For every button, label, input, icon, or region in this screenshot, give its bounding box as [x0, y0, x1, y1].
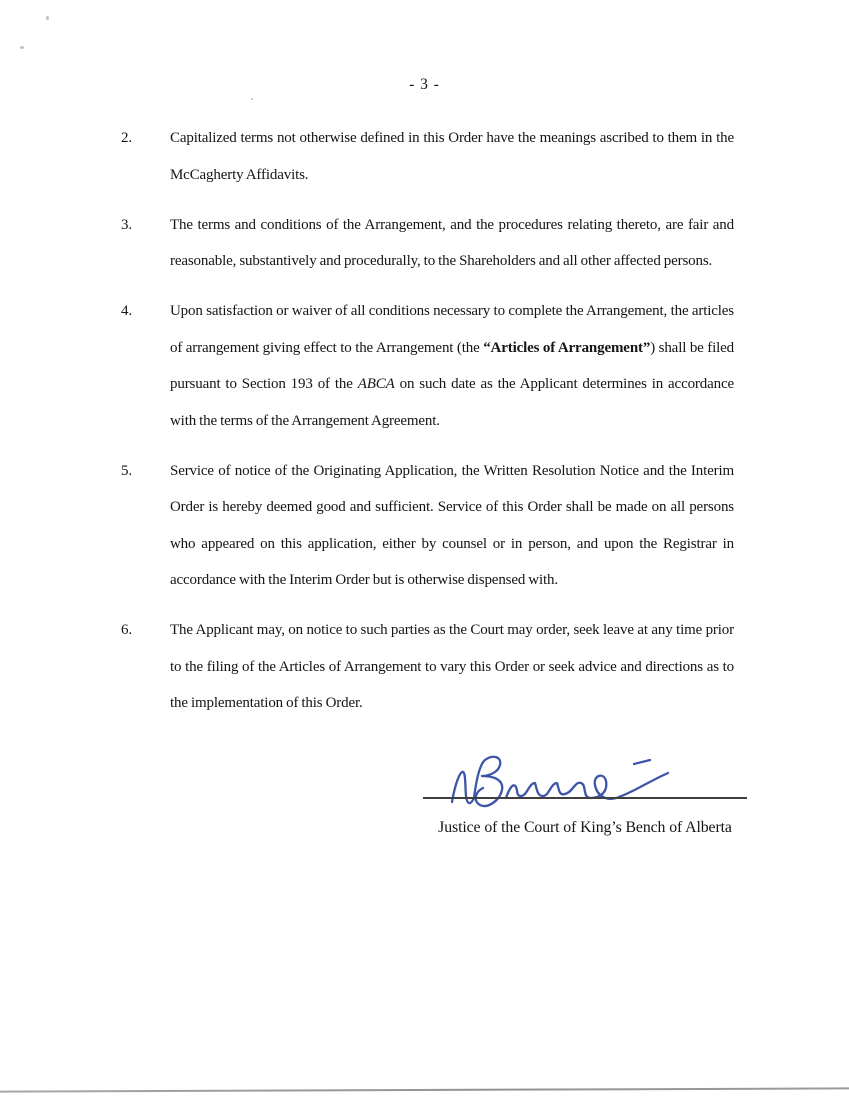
paragraph-text: The terms and conditions of the Arrangement, and the procedures relating thereto, are fair and reasonable, substantively and procedurally, to the Shareholders and all other affected persons. — [170, 216, 734, 269]
scan-edge-line — [0, 1087, 849, 1092]
scan-speck — [46, 16, 49, 20]
signer-title: Justice of the Court of King’s Bench of Alberta — [438, 819, 732, 836]
order-paragraphs — [0, 120, 849, 735]
signature-line — [423, 797, 747, 799]
paragraph-text: Service of notice of the Originating Application, the Written Resolution Notice and the Interim Order is hereby deemed good and sufficient. Service of this Order shall be made on all persons who appeared on this application, either by counsel or in person, and upon the Registrar in accordance with the Interim Order but is otherwise dispensed with. — [170, 462, 734, 588]
paragraph-number: 6. — [121, 622, 132, 638]
paragraph-text: Upon satisfaction or waiver of all conditions necessary to complete the Arrangement, the articles of arrangement giving effect to the Arrangement (the “Articles of Arrangement”) shall be filed pursuant to Section 193 of the ABCA on such date as the Applicant determines in accordance with the terms of the Arrangement Agreement. — [170, 303, 734, 429]
order-paragraph — [0, 612, 849, 722]
order-paragraph — [0, 293, 849, 439]
order-paragraph — [0, 120, 849, 193]
judge-signature-ink — [438, 750, 682, 812]
signature-stroke — [452, 757, 668, 806]
scan-speck — [20, 46, 24, 49]
order-paragraph — [0, 453, 849, 599]
paragraph-number: 2. — [121, 130, 132, 146]
order-paragraph — [0, 207, 849, 280]
scan-speck — [251, 98, 253, 100]
paragraph-number: 3. — [121, 216, 132, 233]
paragraph-number: 5. — [121, 462, 132, 479]
paragraph-text: The Applicant may, on notice to such parties as the Court may order, seek leave at any time prior to the filing of the Articles of Arrangement to vary this Order or seek advice and directions as to the implementation of this Order. — [170, 622, 734, 711]
paragraph-number: 4. — [121, 303, 132, 319]
paragraph-text: Capitalized terms not otherwise defined in this Order have the meanings ascribed to them in the McCagherty Affidavits. — [170, 130, 734, 183]
page-number: - 3 - — [409, 76, 440, 93]
